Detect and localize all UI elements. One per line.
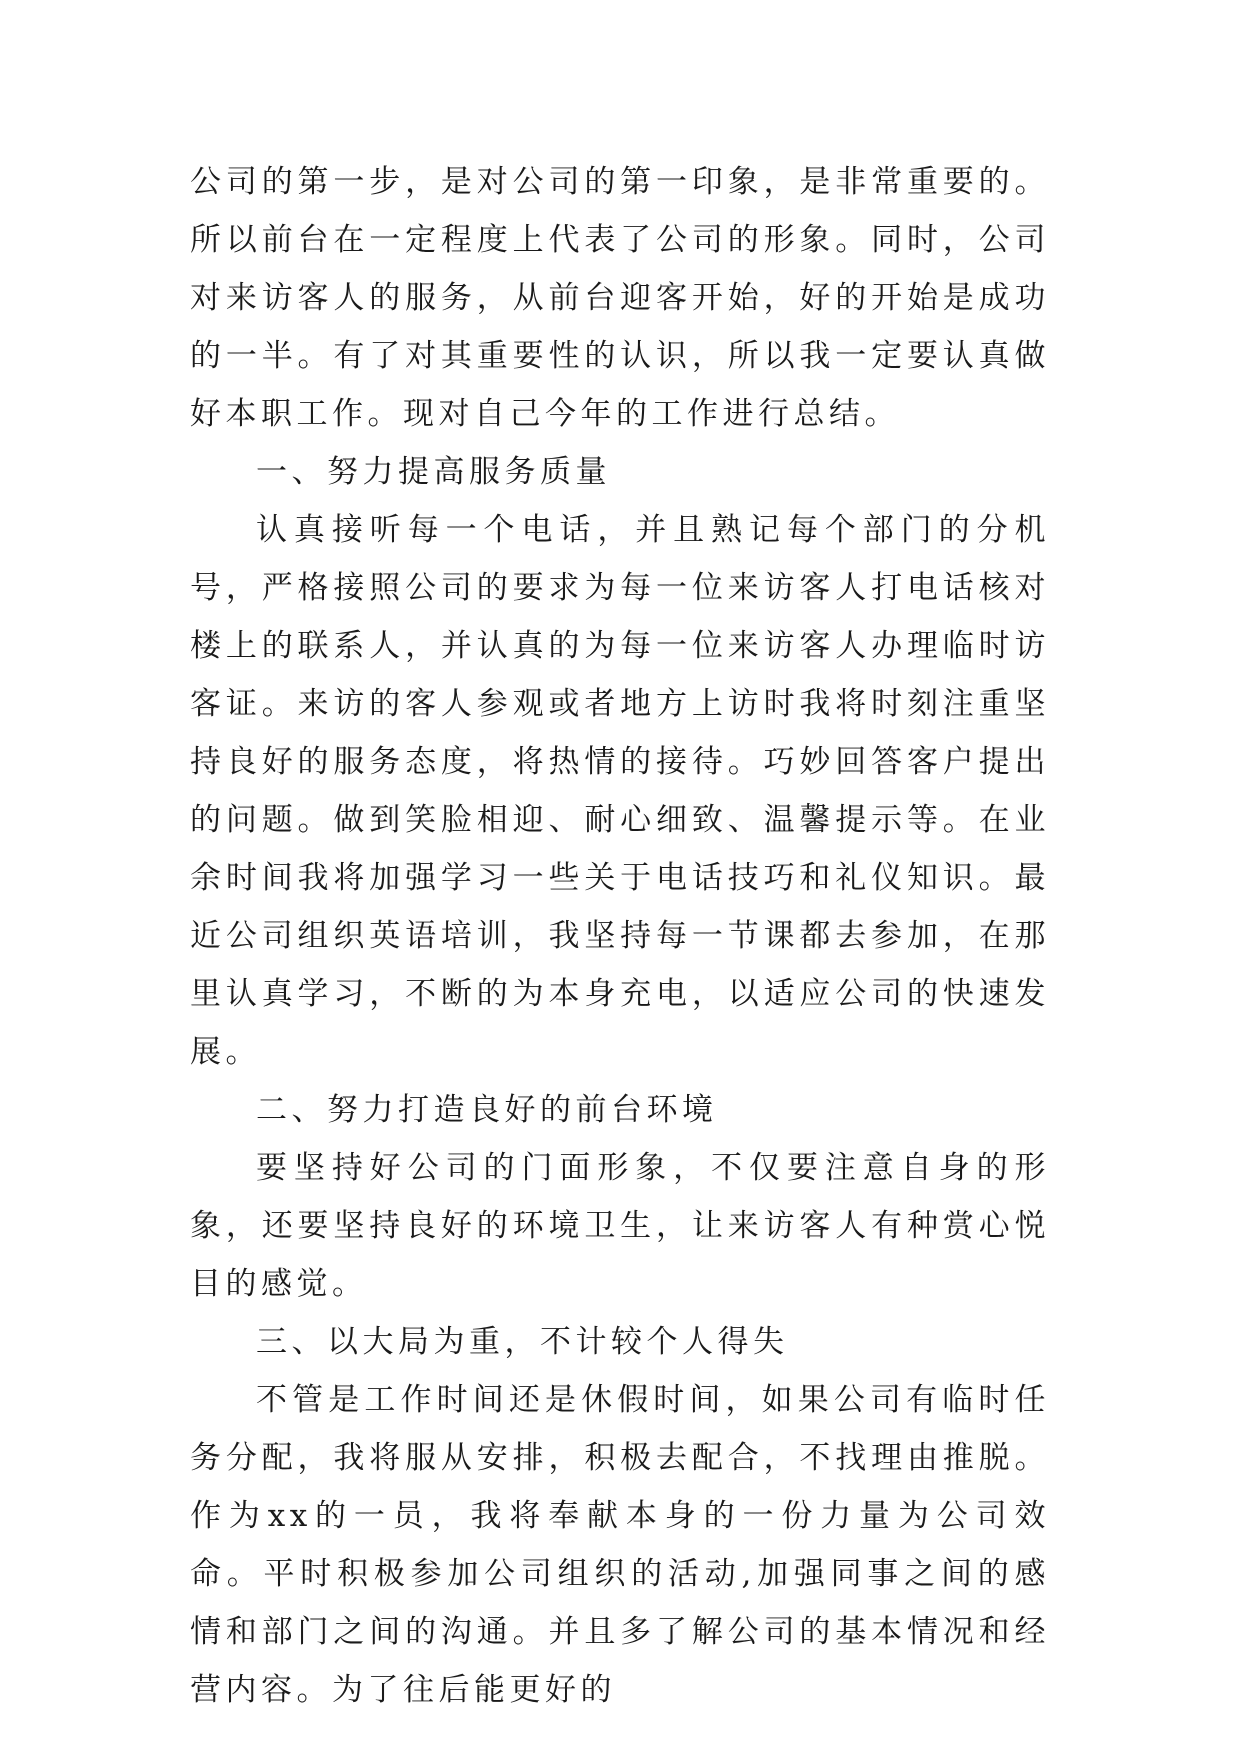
section-heading-3: 三、以大局为重，不计较个人得失: [256, 1324, 789, 1360]
paragraph-intro: 公司的第一步，是对公司的第一印象，是非常重要的。所以前台在一定程度上代表了公司的形象。同时，公司对来访客人的服务，从前台迎客开始，好的开始是成功的一半。有了对其重要性的认识，所以我一定要认真做好本职工作。现对自己今年的工作进行总结。: [190, 164, 1050, 432]
paragraph-teamwork: 不管是工作时间还是休假时间，如果公司有临时任务分配，我将服从安排，积极去配合，不找理由推脱。作为xx的一员，我将奉献本身的一份力量为公司效命。平时积极参加公司组织的活动,加强同事之间的感情和部门之间的沟通。并且多了解公司的基本情况和经营内容。为了往后能更好的: [190, 1382, 1050, 1708]
document-body: [190, 153, 1050, 1719]
section-heading-1: 一、努力提高服务质量: [256, 454, 611, 490]
paragraph-environment: 要坚持好公司的门面形象，不仅要注意自身的形象，还要坚持良好的环境卫生，让来访客人有种赏心悦目的感觉。: [190, 1150, 1050, 1302]
section-heading-2: 二、努力打造良好的前台环境: [256, 1092, 718, 1128]
paragraph-service-quality: 认真接听每一个电话，并且熟记每个部门的分机号，严格接照公司的要求为每一位来访客人打电话核对楼上的联系人，并认真的为每一位来访客人办理临时访客证。来访的客人参观或者地方上访时我将时刻注重坚持良好的服务态度，将热情的接待。巧妙回答客户提出的问题。做到笑脸相迎、耐心细致、温馨提示等。在业余时间我将加强学习一些关于电话技巧和礼仪知识。最近公司组织英语培训，我坚持每一节课都去参加，在那里认真学习，不断的为本身充电，以适应公司的快速发展。: [190, 512, 1050, 1070]
